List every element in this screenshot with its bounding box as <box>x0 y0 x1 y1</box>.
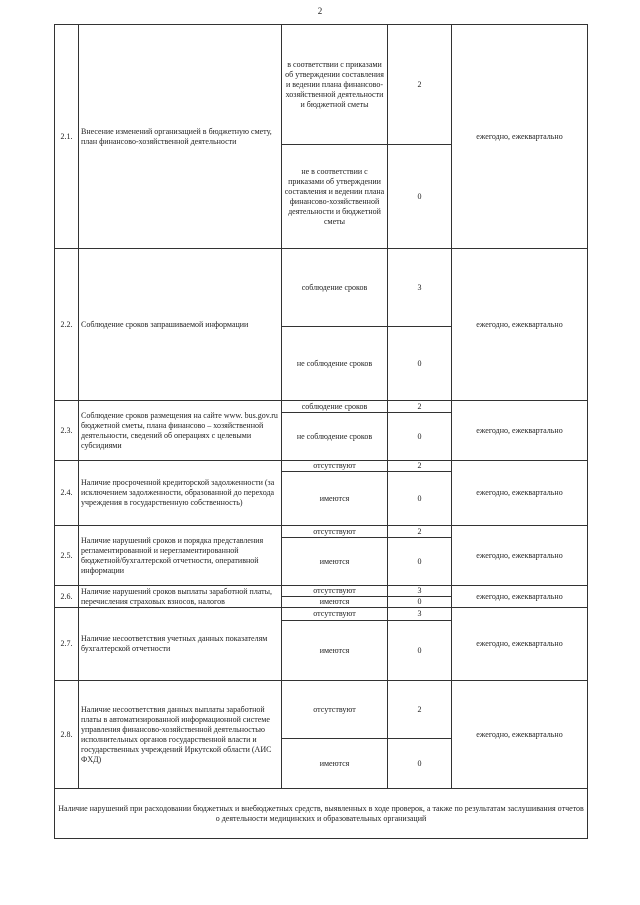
condition-cell: соблюдение сроков <box>282 249 388 327</box>
criterion-name: Наличие нарушений сроков и порядка представления регламентированной и нерегламентированной бюджетной/бухгалтерской отчетности, оперативной информации <box>79 526 282 586</box>
row-number: 2.1. <box>55 25 79 249</box>
row-number: 2.4. <box>55 461 79 526</box>
row-number: 2.6. <box>55 586 79 608</box>
score-cell: 2 <box>388 681 452 739</box>
table-row <box>55 526 588 538</box>
score-cell: 0 <box>388 621 452 681</box>
row-number: 2.5. <box>55 526 79 586</box>
condition-cell: имеются <box>282 597 388 608</box>
score-cell: 0 <box>388 145 452 249</box>
score-cell: 2 <box>388 25 452 145</box>
table-row <box>55 249 588 327</box>
criterion-name: Соблюдение сроков запрашиваемой информации <box>79 249 282 401</box>
period-cell: ежегодно, ежеквартально <box>452 401 588 461</box>
score-cell: 2 <box>388 461 452 472</box>
score-cell: 3 <box>388 249 452 327</box>
row-number: 2.3. <box>55 401 79 461</box>
condition-cell: не соблюдение сроков <box>282 413 388 461</box>
table-row <box>55 681 588 739</box>
condition-cell: отсутствуют <box>282 608 388 621</box>
table-row <box>55 608 588 621</box>
table-row <box>55 789 588 839</box>
condition-cell: отсутствуют <box>282 681 388 739</box>
table-row <box>55 401 588 413</box>
condition-cell: не в соответствии с приказами об утверждении составления и ведении плана финансово-хозяйственной деятельности и бюджетной сметы <box>282 145 388 249</box>
section-footer: Наличие нарушений при расходовании бюджетных и внебюджетных средств, выявленных в ходе проверок, а также по результатам заслушивания отчетов о деятельности медицинских и образовательных организаций <box>55 789 588 839</box>
condition-cell: не соблюдение сроков <box>282 327 388 401</box>
period-cell: ежегодно, ежеквартально <box>452 249 588 401</box>
score-cell: 3 <box>388 608 452 621</box>
condition-cell: имеются <box>282 739 388 789</box>
score-cell: 2 <box>388 401 452 413</box>
score-cell: 0 <box>388 472 452 526</box>
score-cell: 2 <box>388 526 452 538</box>
criterion-name: Внесение изменений организацией в бюджетную смету, план финансово-хозяйственной деятельности <box>79 25 282 249</box>
criterion-name: Наличие просроченной кредиторской задолженности (за исключением задолженности, образованной до перехода учреждения в государственную собственность) <box>79 461 282 526</box>
score-cell: 0 <box>388 413 452 461</box>
row-number: 2.7. <box>55 608 79 681</box>
condition-cell: отсутствуют <box>282 461 388 472</box>
criterion-name: Наличие нарушений сроков выплаты заработной платы, перечисления страховых взносов, налогов <box>79 586 282 608</box>
page-number: 2 <box>317 6 323 16</box>
condition-cell: имеются <box>282 472 388 526</box>
condition-cell: отсутствуют <box>282 586 388 597</box>
condition-cell: имеются <box>282 621 388 681</box>
period-cell: ежегодно, ежеквартально <box>452 461 588 526</box>
criterion-name: Наличие несоответствия данных выплаты заработной платы в автоматизированной информационной системе управления финансово-хозяйственной деятельностью исполнительных органов государственной власти и государственных учреждений Иркутской области (АИС ФХД) <box>79 681 282 789</box>
criterion-name: Наличие несоответствия учетных данных показателям бухгалтерской отчетности <box>79 608 282 681</box>
condition-cell: имеются <box>282 538 388 586</box>
period-cell: ежегодно, ежеквартально <box>452 526 588 586</box>
period-cell: ежегодно, ежеквартально <box>452 586 588 608</box>
row-number: 2.2. <box>55 249 79 401</box>
period-cell: ежегодно, ежеквартально <box>452 25 588 249</box>
period-cell: ежегодно, ежеквартально <box>452 608 588 681</box>
score-cell: 0 <box>388 327 452 401</box>
table-row <box>55 25 588 145</box>
condition-cell: соблюдение сроков <box>282 401 388 413</box>
condition-cell: в соответствии с приказами об утверждении составления и ведении плана финансово-хозяйственной деятельности и бюджетной сметы <box>282 25 388 145</box>
period-cell: ежегодно, ежеквартально <box>452 681 588 789</box>
criteria-table <box>54 24 588 839</box>
condition-cell: отсутствуют <box>282 526 388 538</box>
score-cell: 0 <box>388 597 452 608</box>
row-number: 2.8. <box>55 681 79 789</box>
criterion-name: Соблюдение сроков размещения на сайте www. bus.gov.ru бюджетной сметы, плана финансово – хозяйственной деятельности, сведений об операциях с целевыми субсидиями <box>79 401 282 461</box>
table-row <box>55 461 588 472</box>
score-cell: 0 <box>388 739 452 789</box>
score-cell: 3 <box>388 586 452 597</box>
score-cell: 0 <box>388 538 452 586</box>
table-row <box>55 586 588 597</box>
